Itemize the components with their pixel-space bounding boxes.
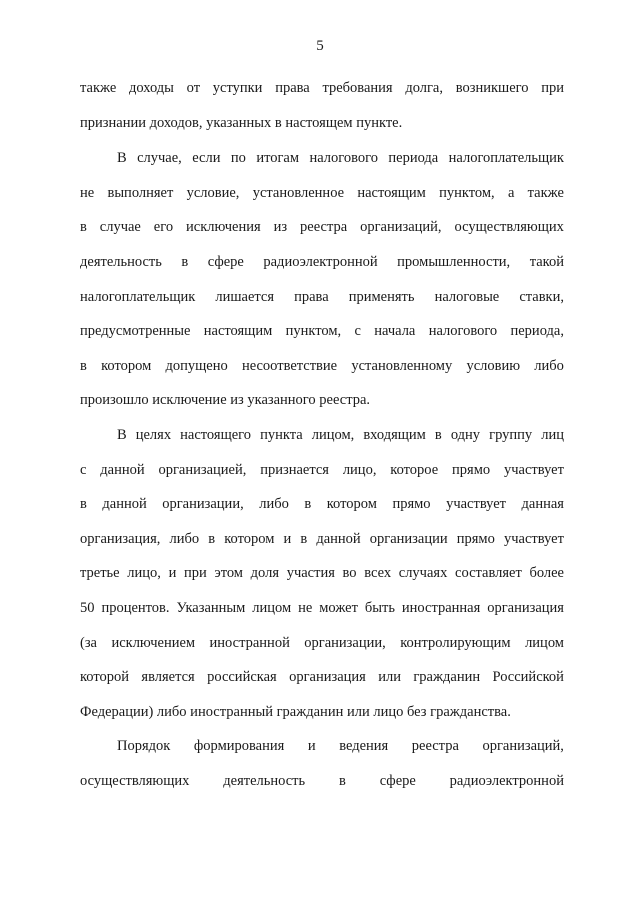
word: сфере (207, 254, 244, 270)
word: (за (80, 635, 97, 651)
word: иностранная (401, 600, 481, 616)
word: права (294, 289, 329, 305)
word: сфере (379, 773, 416, 789)
word: также (80, 80, 117, 96)
word: может (319, 600, 358, 616)
word: если (192, 150, 221, 166)
word: несоответствие (241, 358, 338, 374)
word: периода (388, 150, 439, 166)
word: либо (169, 531, 200, 547)
word: В (117, 150, 127, 166)
text-line (117, 736, 564, 756)
word: этом (214, 565, 243, 581)
word: случае (99, 219, 141, 235)
word: организация (289, 669, 366, 685)
word: гражданин (413, 669, 481, 685)
word: организацией, (158, 462, 247, 478)
word: лишается (215, 289, 275, 305)
word: налогового (428, 323, 498, 339)
word: либо (534, 358, 564, 374)
word: лиц (541, 427, 564, 443)
word: налогового (309, 150, 378, 166)
text-line (117, 148, 564, 168)
word: права (275, 80, 310, 96)
word: из (273, 219, 288, 235)
word: контролирующим (400, 635, 511, 651)
word: деятельность (80, 254, 162, 270)
word: условию (466, 358, 521, 374)
word: которой (80, 669, 130, 685)
word: в (208, 531, 216, 547)
text-line (80, 598, 564, 618)
word: входящим (363, 427, 426, 443)
word: также (527, 185, 564, 201)
text-line: произошло исключение из указанного реестра. (80, 392, 371, 408)
word: ведения (339, 738, 389, 754)
text-line (80, 217, 564, 237)
word: его (153, 219, 174, 235)
word: не (80, 185, 95, 201)
word: в (434, 427, 442, 443)
word: которое (390, 462, 439, 478)
word: такой (529, 254, 564, 270)
word: российская (207, 669, 277, 685)
word: доходы (129, 80, 174, 96)
word: налогоплательщик (80, 289, 196, 305)
word: осуществляющих (80, 773, 190, 789)
word: осуществляющих (454, 219, 564, 235)
word: случаях (398, 565, 448, 581)
word: данной (316, 531, 361, 547)
word: во (342, 565, 357, 581)
word: признается (260, 462, 329, 478)
word: в (304, 496, 312, 512)
word: радиоэлектронной (449, 773, 564, 789)
word: прямо (456, 531, 495, 547)
text-line (80, 667, 564, 687)
word: с (354, 323, 361, 339)
word: исключением (111, 635, 196, 651)
word: и (168, 565, 177, 581)
word: в (80, 496, 87, 512)
word: формирования (193, 738, 285, 754)
word: требования (322, 80, 393, 96)
word: третье (80, 565, 120, 581)
text-line (80, 78, 564, 98)
word: лицо, (127, 565, 161, 581)
word: при (541, 80, 564, 96)
word: в (181, 254, 189, 270)
word: промышленности, (397, 254, 511, 270)
word: организаций, (360, 219, 442, 235)
word: применять (348, 289, 415, 305)
word: прямо (392, 496, 431, 512)
word: с (80, 462, 87, 478)
word: или (378, 669, 401, 685)
word: установленное (252, 185, 345, 201)
text-line (80, 529, 564, 549)
word: ставки, (519, 289, 564, 305)
word: пунктом, (285, 323, 342, 339)
word: исключения (186, 219, 261, 235)
text-line (80, 460, 564, 480)
word: возникшего (455, 80, 529, 96)
word: лицом (252, 600, 292, 616)
word: организации, (304, 635, 386, 651)
word: прямо (452, 462, 491, 478)
word: лицом (525, 635, 564, 651)
word: налоговые (434, 289, 500, 305)
word: в (80, 219, 87, 235)
word: по (230, 150, 246, 166)
word: организации, (162, 496, 244, 512)
word: является (141, 669, 195, 685)
word: настоящим (357, 185, 426, 201)
word: организация (487, 600, 564, 616)
word: при (184, 565, 207, 581)
word: участвует (503, 462, 564, 478)
word: В (117, 427, 127, 443)
word: условие, (186, 185, 240, 201)
word: всех (364, 565, 392, 581)
word: 50 (80, 600, 95, 616)
text-line (80, 356, 564, 376)
word: в (300, 531, 308, 547)
word: данной (102, 496, 147, 512)
word: лицом, (311, 427, 355, 443)
word: в (80, 358, 87, 374)
word: Указанным (176, 600, 246, 616)
word: Порядок (117, 738, 171, 754)
word: либо (259, 496, 289, 512)
word: участия (286, 565, 335, 581)
page-number: 5 (316, 38, 324, 54)
word: доля (250, 565, 280, 581)
word: начала (374, 323, 416, 339)
word: в (338, 773, 346, 789)
word: участвует (446, 496, 506, 512)
word: организации (369, 531, 448, 547)
word: организация, (80, 531, 161, 547)
word: процентов. (101, 600, 170, 616)
word: данной (100, 462, 145, 478)
word: реестра (411, 738, 459, 754)
text-line: Федерации) либо иностранный гражданин или лицо без гражданства. (80, 704, 511, 720)
word: случае, (137, 150, 182, 166)
word: и (307, 738, 316, 754)
text-line (117, 425, 564, 445)
word: участвует (503, 531, 564, 547)
word: более (529, 565, 564, 581)
word: предусмотренные (80, 323, 191, 339)
word: быть (364, 600, 395, 616)
text-line: признании доходов, указанных в настоящем пункте. (80, 115, 403, 131)
word: выполняет (107, 185, 174, 201)
word: а (507, 185, 515, 201)
word: группу (489, 427, 533, 443)
word: налогоплательщик (448, 150, 564, 166)
word: и (283, 531, 292, 547)
text-line (80, 252, 564, 272)
word: организаций, (482, 738, 564, 754)
word: иностранной (209, 635, 290, 651)
word: одну (450, 427, 481, 443)
word: настоящего (180, 427, 252, 443)
word: уступки (212, 80, 263, 96)
word: пункта (260, 427, 303, 443)
word: целях (135, 427, 172, 443)
word: реестра (300, 219, 348, 235)
word: допущено (165, 358, 228, 374)
text-line (80, 287, 564, 307)
word: лицо, (342, 462, 377, 478)
text-line (80, 563, 564, 583)
word: от (186, 80, 201, 96)
word: составляет (455, 565, 522, 581)
word: радиоэлектронной (263, 254, 378, 270)
word: установленному (351, 358, 453, 374)
word: данная (521, 496, 564, 512)
word: пунктом, (439, 185, 495, 201)
word: котором (326, 496, 377, 512)
word: настоящим (203, 323, 273, 339)
word: долга, (405, 80, 443, 96)
text-line (80, 494, 564, 514)
word: котором (101, 358, 152, 374)
word: котором (224, 531, 275, 547)
word: итогам (256, 150, 300, 166)
text-line (80, 321, 564, 341)
text-line (80, 183, 564, 203)
text-line (80, 771, 564, 791)
word: деятельность (223, 773, 306, 789)
word: периода, (510, 323, 564, 339)
word: не (298, 600, 313, 616)
text-line (80, 633, 564, 653)
word: Российской (492, 669, 564, 685)
